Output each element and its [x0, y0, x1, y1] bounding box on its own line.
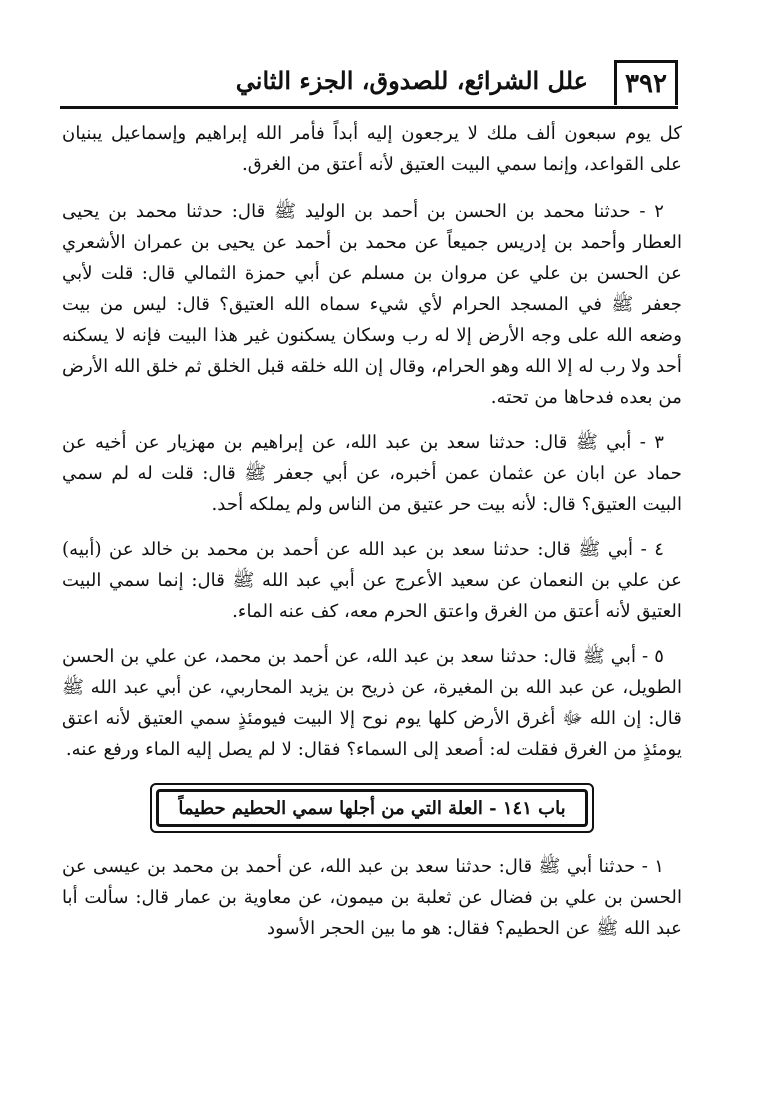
running-header: [60, 56, 678, 109]
page-number: ٣٩٢: [614, 60, 678, 105]
hadith-2: ٢ - حدثنا محمد بن الحسن بن أحمد بن الوليد ﷺ قال: حدثنا محمد بن يحيى العطار وأحمد بن إدريس جميعاً عن محمد بن أحمد عن يحيى بن عمران الأشعري عن الحسن بن علي عن مروان بن مسلم عن أبي حمزة الثمالي قال: قلت لأبي جعفر ﷺ في المسجد الحرام لأي شيء سماه الله العتيق؟ قال: ليس من بيت وضعه الله على وجه الأرض إلا له رب وسكان يسكنون غير هذا البيت فإنه لا يسكنه أحد ولا رب له إلا الله وهو الحرام، وقال إن الله خلقه قبل الخلق ثم خلق الله الأرض من بعده فدحاها من تحته.: [62, 201, 683, 408]
chapter-hadith-1: ١ - حدثنا أبي ﷺ قال: حدثنا سعد بن عبد الله، عن أحمد بن محمد بن عيسى عن الحسن بن علي بن فضال عن ثعلبة بن ميمون، عن معاوية بن عمار قال: سألت أبا عبد الله ﷺ عن الحطيم؟ فقال: هو ما بين الحجر الأسود: [62, 856, 682, 939]
hadith-4: ٤ - أبي ﷺ قال: حدثنا سعد بن عبد الله عن أحمد بن محمد بن خالد عن (أبيه) عن علي بن النعمان عن سعيد الأعرج عن أبي عبد الله ﷺ قال: إنما سمي البيت العتيق لأنه أعتق من الغرق واعتق الحرم معه، كف عنه الماء.: [62, 539, 682, 622]
running-title: علل الشرائع، للصدوق، الجزء الثاني: [235, 66, 588, 95]
chapter-heading: باب ١٤١ - العلة التي من أجلها سمي الحطيم حطيماً: [156, 789, 588, 827]
page-body: [62, 118, 682, 958]
hadith-5: ٥ - أبي ﷺ قال: حدثنا سعد بن عبد الله، عن أحمد بن محمد، عن علي بن الحسن الطويل، عن عبد الله بن المغيرة، عن ذريح بن يزيد المحاربي، عن أبي عبد الله ﷺ قال: إن الله ﷻ أغرق الأرض كلها يوم نوح إلا البيت فيومئذٍ سمي العتيق لأنه اعتق يومئذٍ من الغرق فقلت له: أصعد إلى السماء؟ فقال: لا لم يصل إليه الماء ورفع عنه.: [62, 646, 682, 760]
hadith-3: ٣ - أبي ﷺ قال: حدثنا سعد بن عبد الله، عن إبراهيم بن مهزيار عن أخيه عن حماد عن ابان عن عثمان عمن أخبره، عن أبي جعفر ﷺ قال: قلت له لم سمي البيت العتيق؟ قال: لأنه بيت حر عتيق من الناس ولم يملكه أحد.: [62, 432, 682, 515]
chapter-heading-frame: [150, 783, 594, 833]
paragraph-continuation: كل يوم سبعون ألف ملك لا يرجعون إليه أبداً فأمر الله إبراهيم وإسماعيل يبنيان على القواعد، وإنما سمي البيت العتيق لأنه أعتق من الغرق.: [62, 123, 682, 175]
